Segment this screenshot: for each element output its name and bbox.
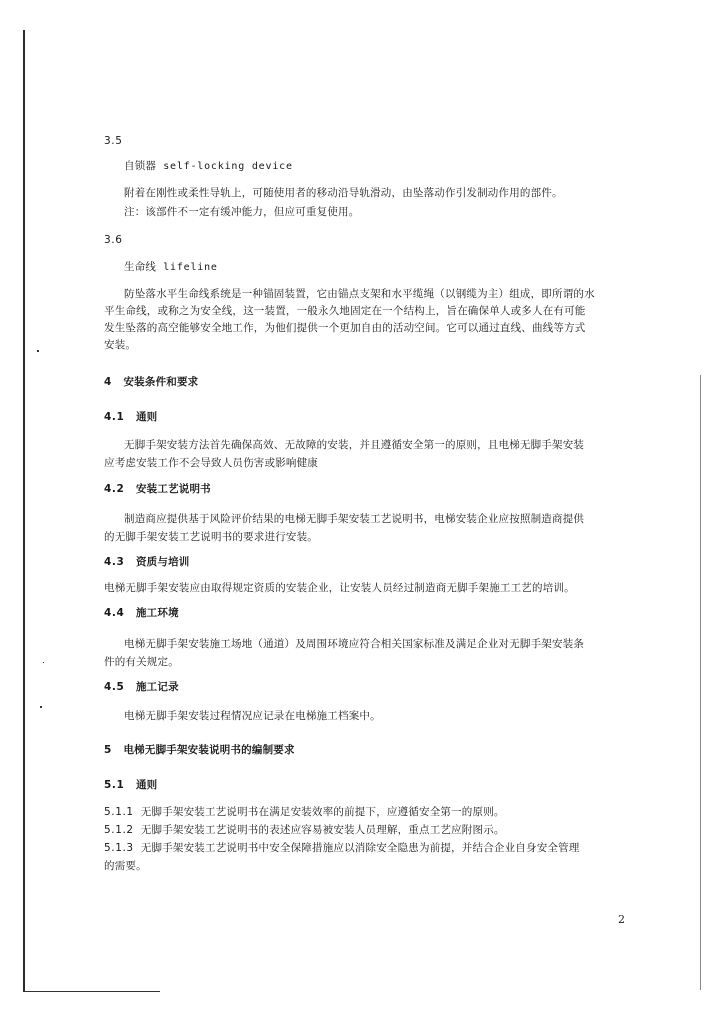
subsection-number: 4.3 [104,556,125,568]
definition-line: 平生命线，或称之为安全线，这一装置，一般永久地固定在一个结构上，旨在确保单人或多人在有可能 [104,305,586,317]
clause-item-5-1-2 [104,823,505,837]
paragraph-line: 电梯无脚手架安装应由取得规定资质的安装企业，让安装人员经过制造商无脚手架施工工艺的培训。 [104,582,575,594]
subsection-title: 通则 [135,779,158,791]
term-cn: 生命线 [124,261,157,273]
section-heading-4 [104,375,198,389]
paragraph-line: 应考虑安装工作不会导致人员伤害或影响健康 [104,457,318,469]
term-en: self-locking device [163,161,293,172]
clause-item-5-1-3 [104,841,580,855]
scan-edge-bottom [25,991,160,992]
subsection-title: 施工环境 [135,607,179,619]
definition-3-5: 附着在刚性或柔性导轨上，可随使用者的移动沿导轨滑动，由坠落动作引发制动作用的部件。 [124,187,563,199]
paragraph-line: 电梯无脚手架安装施工场地（通道）及周围环境应符合相关国家标准及满足企业对无脚手架安装条 [124,638,585,650]
subsection-number: 4.5 [104,681,125,693]
term-entry-3-5 [124,159,293,174]
clause-number: 5.1.2 [104,824,134,836]
paragraph-line: 件的有关规定。 [104,656,179,668]
term-entry-3-6 [124,260,218,275]
subsection-title: 资质与培训 [135,556,190,568]
subsection-heading-4-1 [104,410,157,424]
clause-number: 5.1.1 [104,806,134,818]
paragraph-line: 的无脚手架安装工艺说明书的要求进行安装。 [104,531,318,543]
definition-line: 安装。 [104,339,137,351]
paragraph-line: 制造商应提供基于风险评价结果的电梯无脚手架安装工艺说明书，电梯安装企业应按照制造商提供 [124,513,585,525]
subsection-heading-4-2 [104,482,211,496]
subsection-heading-4-3 [104,555,189,569]
clause-text: 无脚手架安装工艺说明书在满足安装效率的前提下，应遵循安全第一的原则。 [140,806,505,818]
section-title: 电梯无脚手架安装说明书的编制要求 [123,744,295,756]
clause-number-3-5: 3.5 [104,135,123,147]
scan-speck [40,706,42,708]
scan-edge-left [23,30,25,992]
scan-speck [43,662,44,663]
clause-item-5-1-1 [104,805,505,819]
definition-line: 防坠落水平生命线系统是一种锚固装置，它由锚点支架和水平缆绳（以钢缆为主）组成，即所谓的水 [124,288,595,300]
page-number: 2 [618,913,625,926]
clause-number: 5.1.3 [104,842,134,854]
subsection-number: 5.1 [104,779,125,791]
subsection-heading-4-5 [104,680,179,694]
section-number: 5 [104,744,112,756]
clause-number-3-6: 3.6 [104,234,123,246]
subsection-heading-4-4 [104,606,179,620]
section-title: 安装条件和要求 [123,376,199,388]
clause-text-continued: 的需要。 [104,860,147,872]
paragraph-line: 电梯无脚手架安装过程情况应记录在电梯施工档案中。 [124,710,381,722]
subsection-heading-5-1 [104,778,157,792]
section-heading-5 [104,743,295,757]
subsection-title: 通则 [135,411,158,423]
scan-speck [37,350,39,352]
clause-text: 无脚手架安装工艺说明书的表述应容易被安装人员理解，重点工艺应附图示。 [140,824,505,836]
section-number: 4 [104,376,112,388]
definition-line: 发生坠落的高空能够安全地工作，为他们提供一个更加自由的活动空间。它可以通过直线、曲线等方式 [104,322,586,334]
subsection-number: 4.4 [104,607,125,619]
scan-edge-right [700,375,701,990]
subsection-number: 4.2 [104,483,125,495]
note-3-5: 注：该部件不一定有缓冲能力，但应可重复使用。 [124,206,360,218]
subsection-number: 4.1 [104,411,125,423]
term-cn: 自锁器 [124,160,157,172]
paragraph-line: 无脚手架安装方法首先确保高效、无故障的安装，并且遵循安全第一的原则，且电梯无脚手架安装 [124,439,585,451]
subsection-title: 施工记录 [135,681,179,693]
subsection-title: 安装工艺说明书 [135,483,211,495]
clause-text: 无脚手架安装工艺说明书中安全保障措施应以消除安全隐患为前提，并结合企业自身安全管理 [140,842,580,854]
term-en: lifeline [163,262,218,273]
